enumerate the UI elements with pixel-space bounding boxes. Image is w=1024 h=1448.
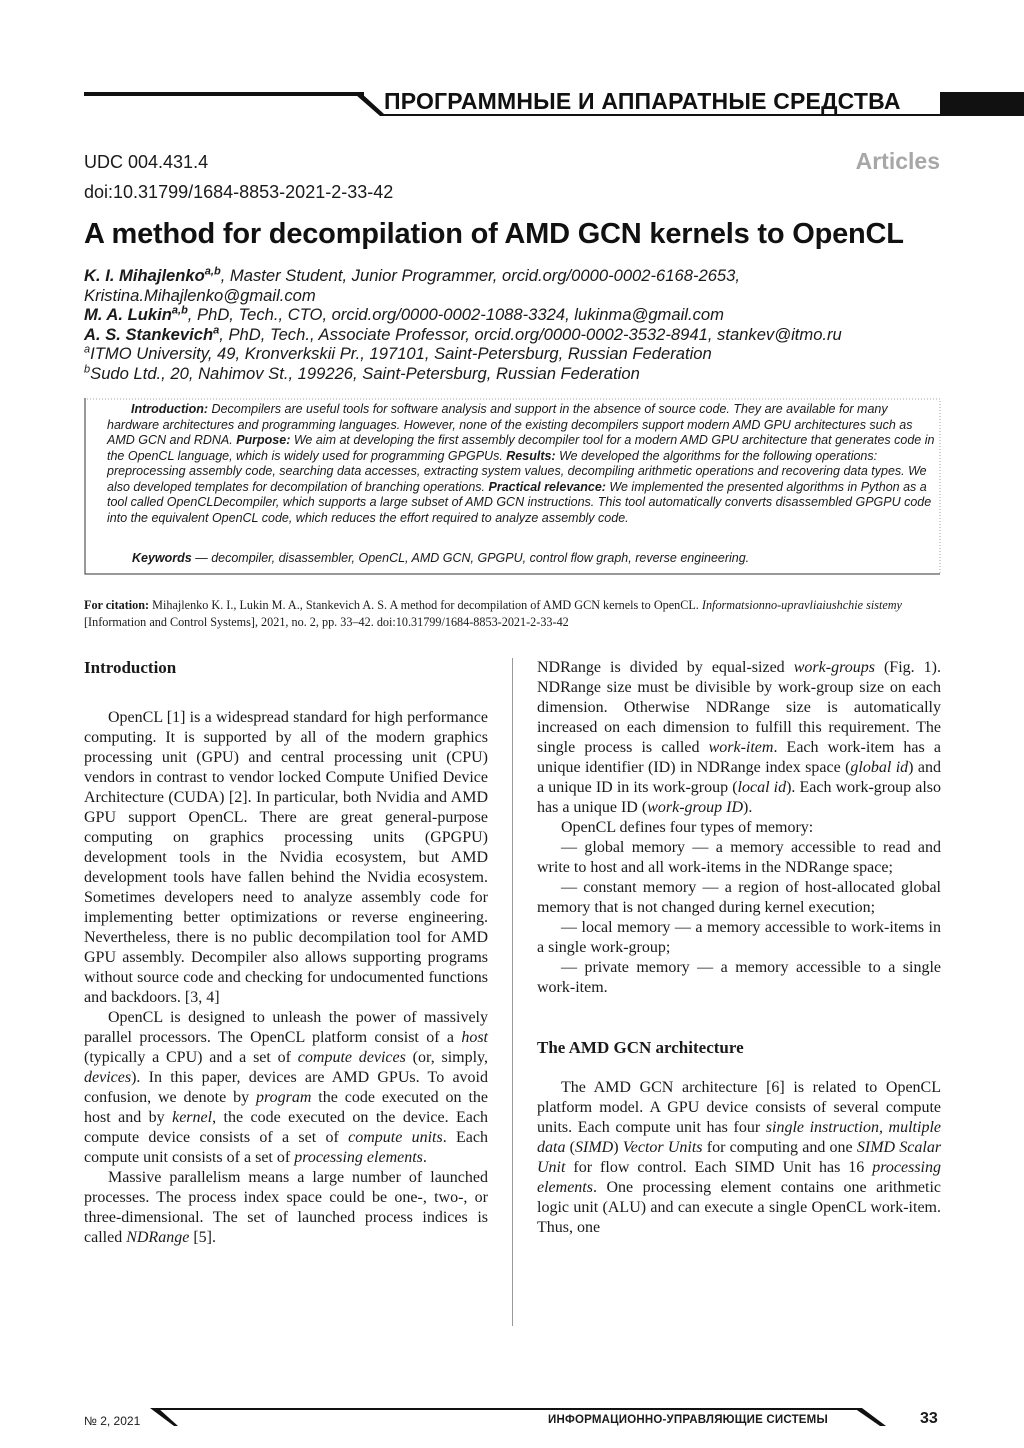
section-heading-introduction: Introduction (84, 658, 177, 677)
ndrange-paragraph: NDRange is divided by equal-sized work-groups (Fig. 1). NDRange size must be divisible by work-group size on each dimension. Otherwise NDRange size is automatically increased on each dimension to fulfill this requirement. The single process is called work-item. Each work-item has a unique identifier (ID) in NDRange index space (global id) and a unique ID in its work-group (local id). Each work-group also has a unique ID (work-group ID). (537, 659, 942, 816)
author-2: M. A. Lukin$^{a,b}$, PhD, Tech., CTO, orcid.org/0000-0002-1088-3324, lukinma@gmail.com (84, 304, 724, 324)
intro-paragraph-2: OpenCL is designed to unleash the power of massively parallel processors. The OpenCL platform consist of a host (typically a CPU) and a set of compute devices (or, simply, devices). In this paper, devices are AMD GPUs. To avoid confusion, we denote by program the code executed on the host and by kernel, the code executed on the device. Each compute device consists of a set of compute units. Each compute unit consists of a set of processing elements. (84, 1009, 489, 1166)
abstract: Introduction: Decompilers are useful tools for software analysis and support in the absence of source code. They are available for many hardware architectures and programming languages. However, none of the existing decompilers support modern AMD GPU architectures such as AMD GCN and RDNA. Purpose: We aim at developing the first assembly decompiler tool for a modern AMD GPU architecture that generates code in the OpenCL language, which is widely used for programming GPGPUs. Results: We developed the algorithms for the following operations: preprocessing assembly code, searching data accesses, extracting system values, decompiling arithmetic operations and recovering data types. We also developed templates for decompilation of branching operations. Practical relevance: We implemented the presented algorithms in Python as a tool called OpenCLDecompiler, which supports a large subset of AMD GCN instructions. This tool automatically converts disassembled GPGPU code into the equivalent OpenCL code, which reduces the effort required to analyze assembly code. (107, 402, 935, 525)
intro-paragraph-3: Massive parallelism means a large number of launched processes. The process index space could be one-, two-, or three-dimensional. The set of launched process indices is called NDRange [5]. (84, 1169, 488, 1246)
section-heading-gcn: The AMD GCN architecture (537, 1038, 744, 1057)
citation: For citation: Mihajlenko K. I., Lukin M. A., Stankevich A. S. A method for decompilation of AMD GCN kernels to OpenCL. Informatsionno-upravliaiushchie sistemy [Information and Control Systems], 2021, no. 2, pp. 33–42. doi:10.31799/1684-8853-2021-2-33-42 (84, 598, 902, 629)
footer-journal: ИНФОРМАЦИОННО-УПРАВЛЯЮЩИЕ СИСТЕМЫ (548, 1414, 828, 1426)
intro-paragraph-1: OpenCL [1] is a widespread standard for high performance computing. It is supported by all of the modern graphics processing unit (GPU) and central processing unit (CPU) vendors in contrast to vendor locked Compute Unified Device Architecture (CUDA) [2]. In particular, both Nvidia and AMD GPU support OpenCL. There are great general-purpose computing on graphics processing units (GPGPU) development tools in the Nvidia ecosystem, but AMD development tools have fallen behind the Nvidia ecosystem. Sometimes developers need to analyze assembly code for implementing better optimizations or reverse engineering. Nevertheless, there is no public decompilation tool for AMD GPU assembly. Decompiler also allows supporting programs without source code and checking for undocumented functions and backdoors. [3, 4] (84, 709, 488, 1006)
gcn-paragraph-1: The AMD GCN architecture [6] is related to OpenCL platform model. A GPU device consists of several compute units. Each compute unit has four single instruction, multiple data (SIMD) Vector Units for computing and one SIMD Scalar Unit for flow control. Each SIMD Unit has 16 processing elements. One processing element contains one arithmetic logic unit (ALU) and can execute a single OpenCL work-item. Thus, one (537, 1079, 942, 1236)
memory-constant: — constant memory — a region of host-allocated global memory that is not changed during kernel execution; (537, 879, 941, 916)
author-1: K. I. Mihajlenko$^{a,b}$, Master Student, Junior Programmer, orcid.org/0000-0002-6168-2653, (84, 265, 741, 285)
authors-block (84, 266, 944, 383)
udc-code: UDC 004.431.4 (84, 152, 209, 172)
left-column (84, 658, 488, 1248)
article-title: A method for decompilation of AMD GCN kernels to OpenCL (84, 218, 904, 250)
memory-intro: OpenCL defines four types of memory: (561, 819, 814, 836)
author-3: A. S. Stankevich$^a$, PhD, Tech., Associate Professor, orcid.org/0000-0002-3532-8941, stankev@itmo.ru (84, 323, 842, 344)
memory-private: — private memory — a memory accessible to a single work-item. (537, 959, 941, 996)
right-column (537, 658, 941, 1238)
column-divider (512, 658, 513, 1326)
memory-local: — local memory — a memory accessible to work-items in a single work-group; (537, 919, 941, 956)
page-number: 33 (920, 1410, 938, 1427)
keywords: Keywords — decompiler, disassembler, OpenCL, AMD GCN, GPGPU, control flow graph, reverse engineering. (132, 551, 750, 565)
header-rule (84, 92, 364, 96)
memory-global: — global memory — a memory accessible to read and write to host and all work-items in the NDRange space; (537, 839, 941, 876)
footer-issue: № 2, 2021 (84, 1414, 141, 1428)
doi: doi:10.31799/1684-8853-2021-2-33-42 (84, 182, 394, 202)
section-label: Articles (855, 148, 940, 174)
affiliation-b: $^b$Sudo Ltd., 20, Nahimov St., 199226, Saint-Petersburg, Russian Federation (84, 362, 640, 383)
author-1-email: Kristina.Mihajlenko@gmail.com (84, 285, 316, 305)
journal-section-title: ПРОГРАММНЫЕ И АППАРАТНЫЕ СРЕДСТВА (384, 88, 901, 114)
header-block (944, 92, 1024, 116)
affiliation-a: $^a$ITMO University, 49, Kronverkskii Pr., 197101, Saint-Petersburg, Russian Federation (84, 343, 712, 363)
